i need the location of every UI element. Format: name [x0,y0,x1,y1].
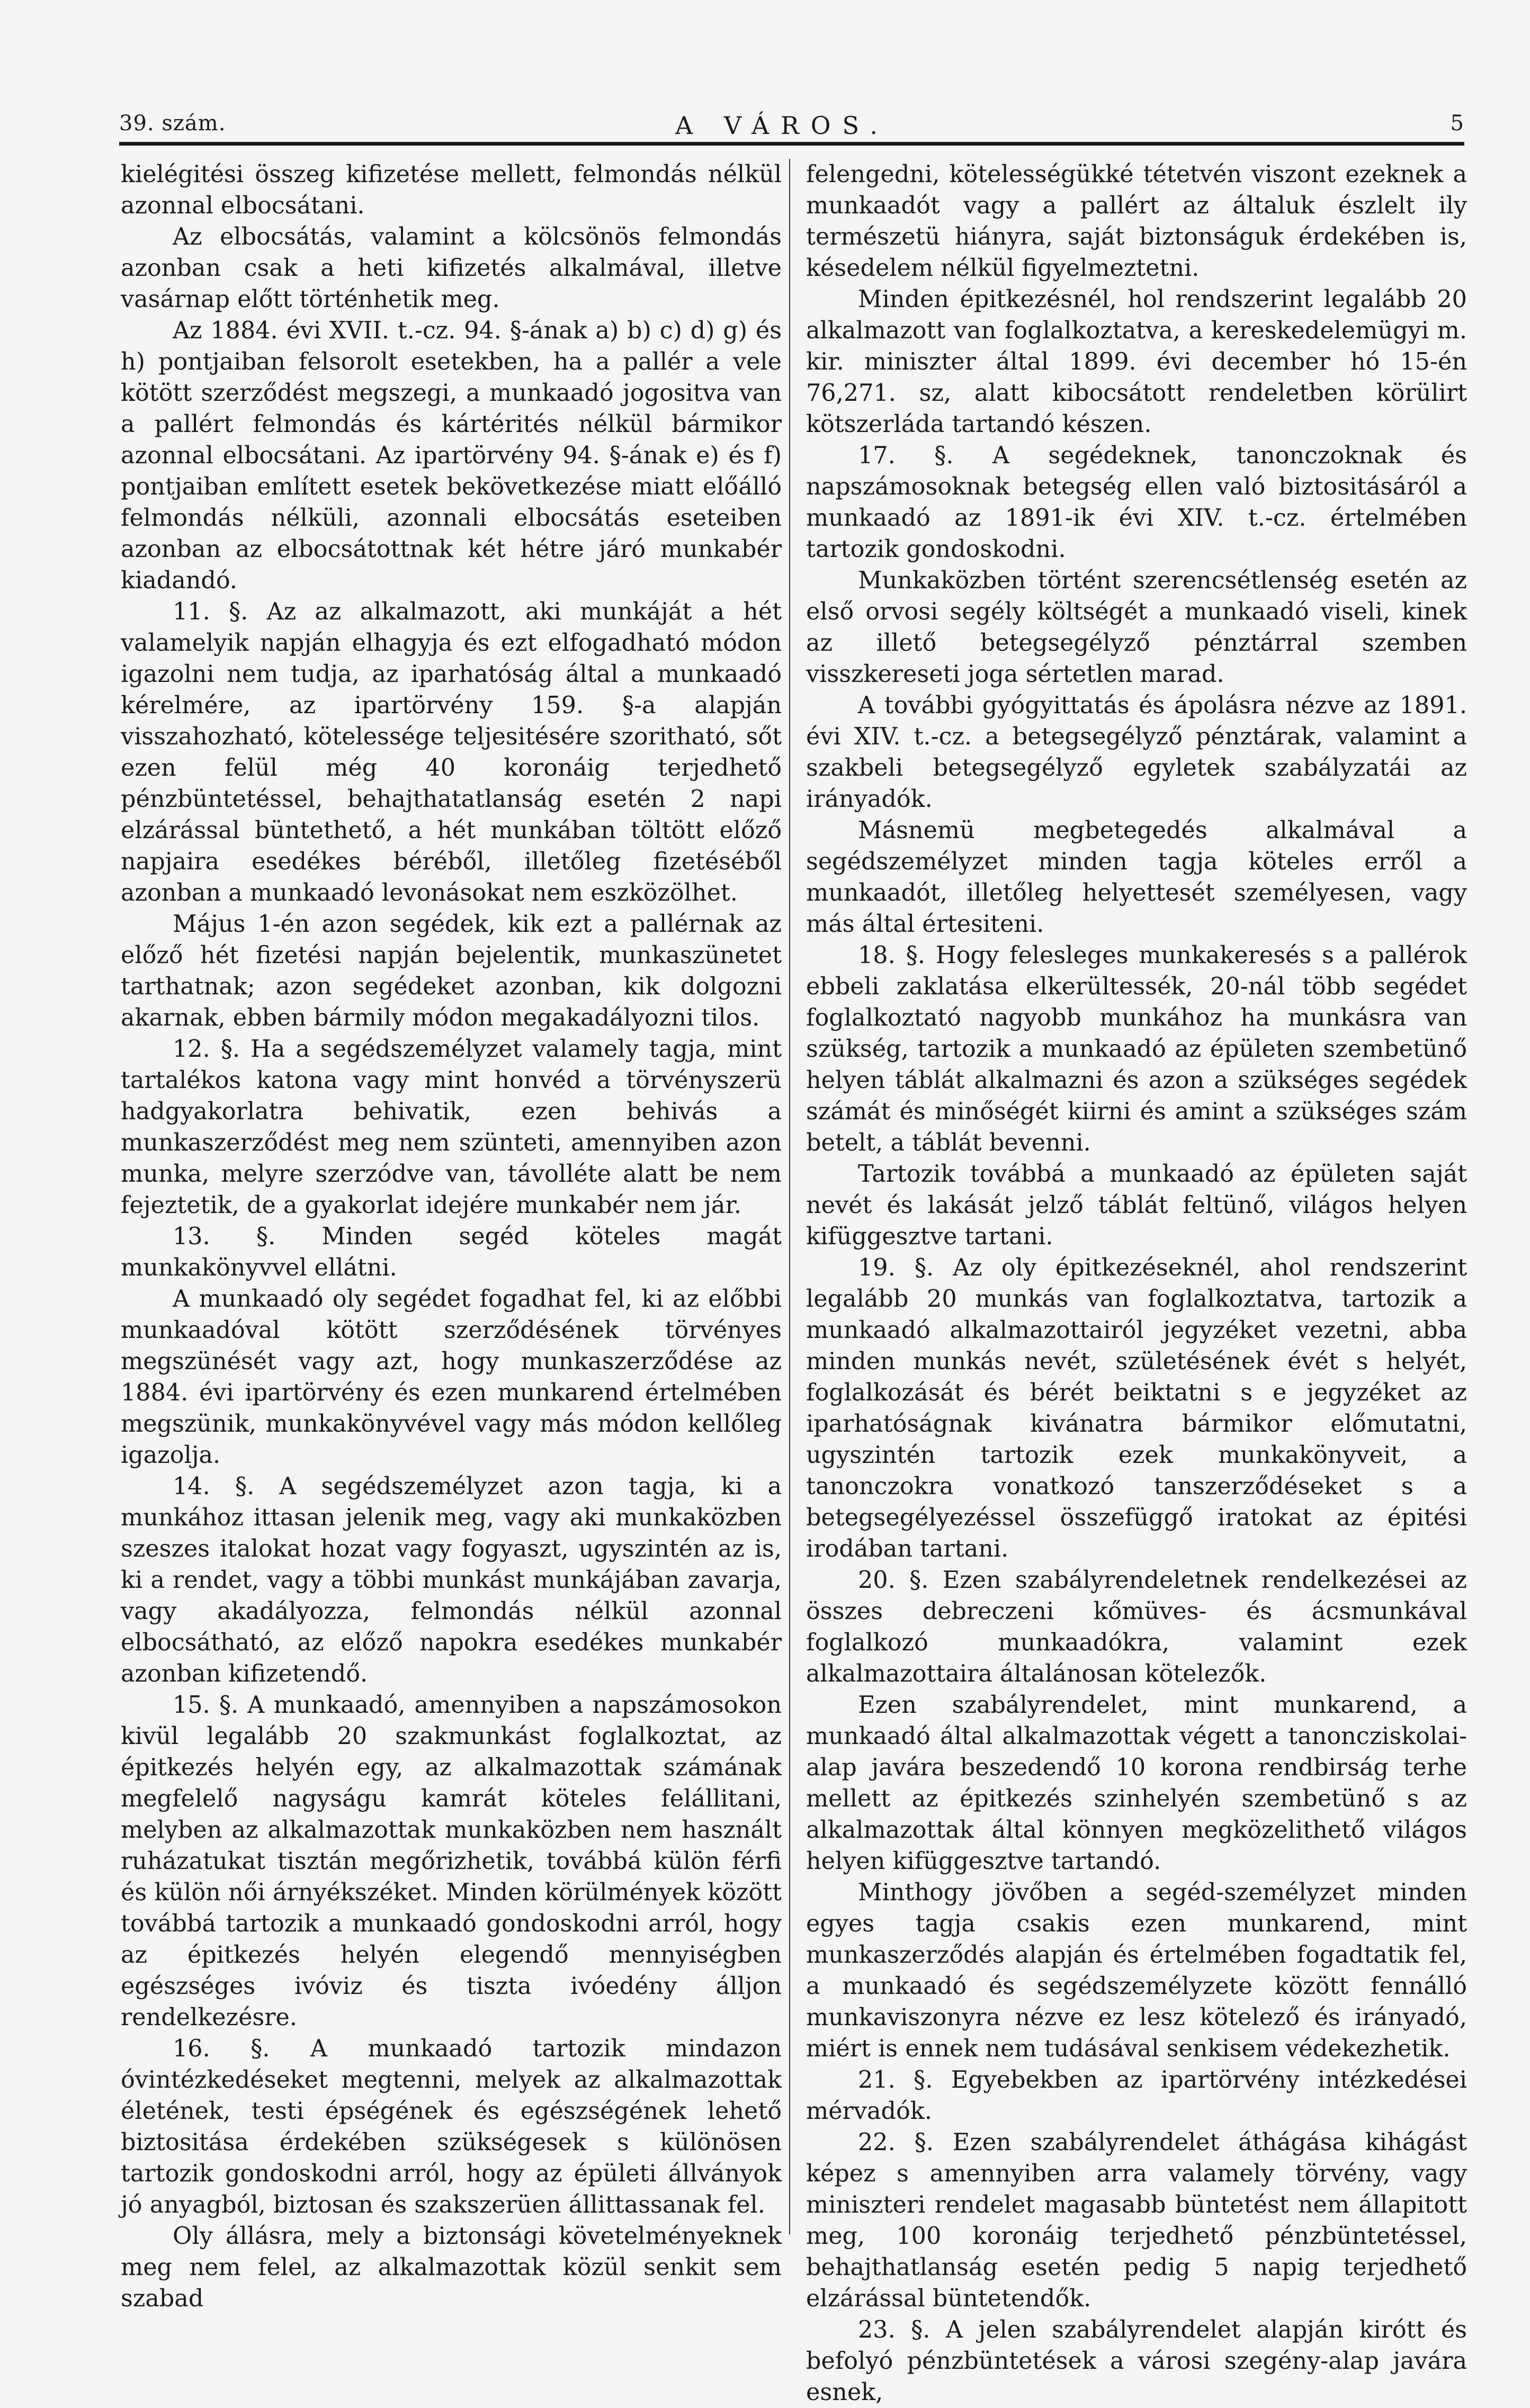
paragraph: A további gyógyittatás és ápolásra nézve az 1891. évi XIV. t.-cz. a betegsegélyző pénztárak, valamint a szakbeli betegsegélyző egyletek szabályzatái az irányadók. [806,692,1467,813]
issue-number: 39. szám. [119,111,226,136]
paragraph: Tartozik továbbá a munkaadó az épületen saját nevét és lakását jelző táblát feltünő, világos helyen kifüggesztve tartani. [806,1161,1467,1250]
page-header [119,106,1464,143]
paragraph: Ezen szabályrendelet, mint munkarend, a munkaadó által alkalmazottak végett a tanoncziskolai-alap javára beszedendő 10 korona rendbirság terhe mellett az épitkezés szinhelyén szembetünő s az alkalmazottak által könnyen megközelithető világos helyen kifüggesztve tartandó. [806,1692,1467,1875]
paragraph: A munkaadó oly segédet fogadhat fel, ki az előbbi munkaadóval kötött szerződésének törvényes megszünését vagy azt, hogy munkaszerződése az 1884. évi ipartörvény és ezen munkarend értelmében megszünik, munkakönyvével vagy más módon kellőleg igazolja. [121,1286,782,1469]
left-column [121,159,782,2314]
paragraph: Munkaközben történt szerencsétlenség esetén az első orvosi segély költségét a munkaadó viseli, kinek az illető betegsegélyző pénztárral szemben visszkereseti joga sértetlen marad. [806,567,1467,688]
paragraph: Május 1-én azon segédek, kik ezt a pallérnak az előző hét fizetési napján bejelentik, munkaszünetet tarthatnak; azon segédeket azonban, kik dolgozni akarnak, ebben bármily módon megakadályozni tilos. [121,911,782,1031]
paragraph: felengedni, kötelességükké tétetvén viszont ezeknek a munkaadót vagy a pallért az általuk észlelt ily természetü hiányra, saját biztonságuk érdekében is, késedelem nélkül figyelmeztetni. [806,161,1467,282]
paragraph: 22. §. Ezen szabályrendelet áthágása kihágást képez s amennyiben arra valamely törvény, vagy miniszteri rendelet magasabb büntetést nem állapitott meg, 100 koronáig terjedhető pénzbüntetéssel, behajthatlanság esetén pedig 5 napig terjedhető elzárással büntetendők. [806,2129,1467,2312]
paragraph: 18. §. Hogy felesleges munkakeresés s a pallérok ebbeli zaklatása elkerültessék, 20-nál több segédet foglalkoztató nagyobb munkához ha munkásra van szükség, tartozik a munkaadó az épületen szembetünő helyen táblát alkalmazni és azon a szükséges segédek számát és minőségét kiirni és amint a szükséges szám betelt, a táblát bevenni. [806,942,1467,1156]
paragraph: Másnemü megbetegedés alkalmával a segédszemélyzet minden tagja köteles erről a munkaadót, illetőleg helyettesét személyesen, vagy más által értesiteni. [806,817,1467,938]
paragraph: 16. §. A munkaadó tartozik mindazon óvintézkedéseket megtenni, melyek az alkalmazottak életének, testi épségének és egészségének lehető biztositása érdekében szükségesek s különösen tartozik gondoskodni arról, hogy az épületi állványok jó anyagból, biztosan és szakszerüen állittassanak fel. [121,2035,782,2218]
page-number: 5 [1450,111,1464,136]
paragraph: 21. §. Egyebekben az ipartörvény intézkedései mérvadók. [806,2066,1467,2125]
paragraph: 20. §. Ezen szabályrendeletnek rendelkezései az összes debreczeni kőmüves- és ácsmunkával foglalkozó munkaadókra, valamint ezek alkalmazottaira általánosan kötelezők. [806,1567,1467,1687]
paragraph: Az elbocsátás, valamint a kölcsönös felmondás azonban csak a heti kifizetés alkalmával, illetve vasárnap előtt történhetik meg. [121,223,782,313]
paragraph: Minden épitkezésnél, hol rendszerint legalább 20 alkalmazott van foglalkoztatva, a kereskedelemügyi m. kir. miniszter által 1899. évi december hó 15-én 76,271. sz, alatt kibocsátott rendeletben körülirt kötszerláda tartandó készen. [806,286,1467,438]
paragraph: Minthogy jövőben a segéd-személyzet minden egyes tagja csakis ezen munkarend, mint munkaszerződés alapján és értelmében fogadtatik fel, a munkaadó és segédszemélyzete között fennálló munkaviszonyra nézve ez lesz kötelező és irányadó, miért is ennek nem tudásával senkisem védekezhetik. [806,1879,1467,2062]
paragraph: 23. §. A jelen szabályrendelet alapján kirótt és befolyó pénzbüntetések a városi szegény-alap javára esnek, [806,2316,1467,2406]
header-rule [119,142,1464,146]
column-divider [789,159,790,2234]
masthead-title: A VÁROS. [675,111,890,140]
paragraph: 11. §. Az az alkalmazott, aki munkáját a hét valamelyik napján elhagyja és ezt elfogadható módon igazolni nem tudja, az iparhatóság által a munkaadó kérelmére, az ipartörvény 159. §-a alapján visszahozható, kötelessége teljesitésére szoritható, sőt ezen felül még 40 koronáig terjedhető pénzbüntetéssel, behajthatatlanság esetén 2 napi elzárással büntethető, a hét munkában töltött előző napjaira esedékes béréből, illetőleg fizetéséből azonban a munkaadó levonásokat nem eszközölhet. [121,598,782,906]
paragraph: 12. §. Ha a segédszemélyzet valamely tagja, mint tartalékos katona vagy mint honvéd a törvényszerü hadgyakorlatra behivatik, ezen behivás a munkaszerződést meg nem szünteti, amennyiben azon munka, melyre szerzódve van, távolléte alatt be nem fejeztetik, de a gyakorlat idejére munkabér nem jár. [121,1036,782,1219]
right-column [806,159,1467,2408]
paragraph: kielégitési összeg kifizetése mellett, felmondás nélkül azonnal elbocsátani. [121,161,782,219]
paragraph: 19. §. Az oly épitkezéseknél, ahol rendszerint legalább 20 munkás van foglalkoztatva, tartozik a munkaadó alkalmazottairól jegyzéket vezetni, abba minden munkás nevét, születésének évét s helyét, foglalkozását és bérét beiktatni s e jegyzéket az iparhatóságnak kivánatra bármikor előmutatni, ugyszintén tartozik ezek munkakönyveit, a tanonczokra vonatkozó tanszerződéseket s a betegsegélyezéssel összefüggő iratokat az épitési irodában tartani. [806,1254,1467,1562]
paragraph: Az 1884. évi XVII. t.-cz. 94. §-ának a) b) c) d) g) és h) pontjaiban felsorolt esetekben, ha a pallér a vele kötött szerződést megszegi, a munkaadó jogositva van a pallért felmondás és kártérités nélkül bármikor azonnal elbocsátani. Az ipartörvény 94. §-ának e) és f) pontjaiban említett esetek bekövetkezése miatt előálló felmondás nélküli, azonnali elbocsátás eseteiben azonban az elbocsátottnak két hétre járó munkabér kiadandó. [121,317,782,594]
paragraph: 13. §. Minden segéd köteles magát munkakönyvvel ellátni. [121,1223,782,1281]
paragraph: 17. §. A segédeknek, tanonczoknak és napszámosoknak betegség ellen való biztositásáról a munkaadó az 1891-ik évi XIV. t.-cz. értelmében tartozik gondoskodni. [806,442,1467,563]
paragraph: Oly állásra, mely a biztonsági követelményeknek meg nem felel, az alkalmazottak közül senkit sem szabad [121,2223,782,2312]
paragraph: 15. §. A munkaadó, amennyiben a napszámosokon kivül legalább 20 szakmunkást foglalkoztat, az épitkezés helyén egy, az alkalmazottak számának megfelelő nagyságu kamrát köteles felállitani, melyben az alkalmazottak munkaközben nem használt ruházatukat tisztán megőrizhetik, továbbá külön férfi és külön női árnyékszéket. Minden körülmények között továbbá tartozik a munkaadó gondoskodni arról, hogy az épitkezés helyén elegendő mennyiségben egészséges ivóviz és tiszta ivóedény álljon rendelkezésre. [121,1692,782,2031]
paragraph: 14. §. A segédszemélyzet azon tagja, ki a munkához ittasan jelenik meg, vagy aki munkaközben szeszes italokat hozat vagy fogyaszt, ugyszintén az is, ki a rendet, vagy a többi munkást munkájában zavarja, vagy akadályozza, felmondás nélkül azonnal elbocsátható, az előző napokra esedékes munkabér azonban kifizetendő. [121,1473,782,1687]
